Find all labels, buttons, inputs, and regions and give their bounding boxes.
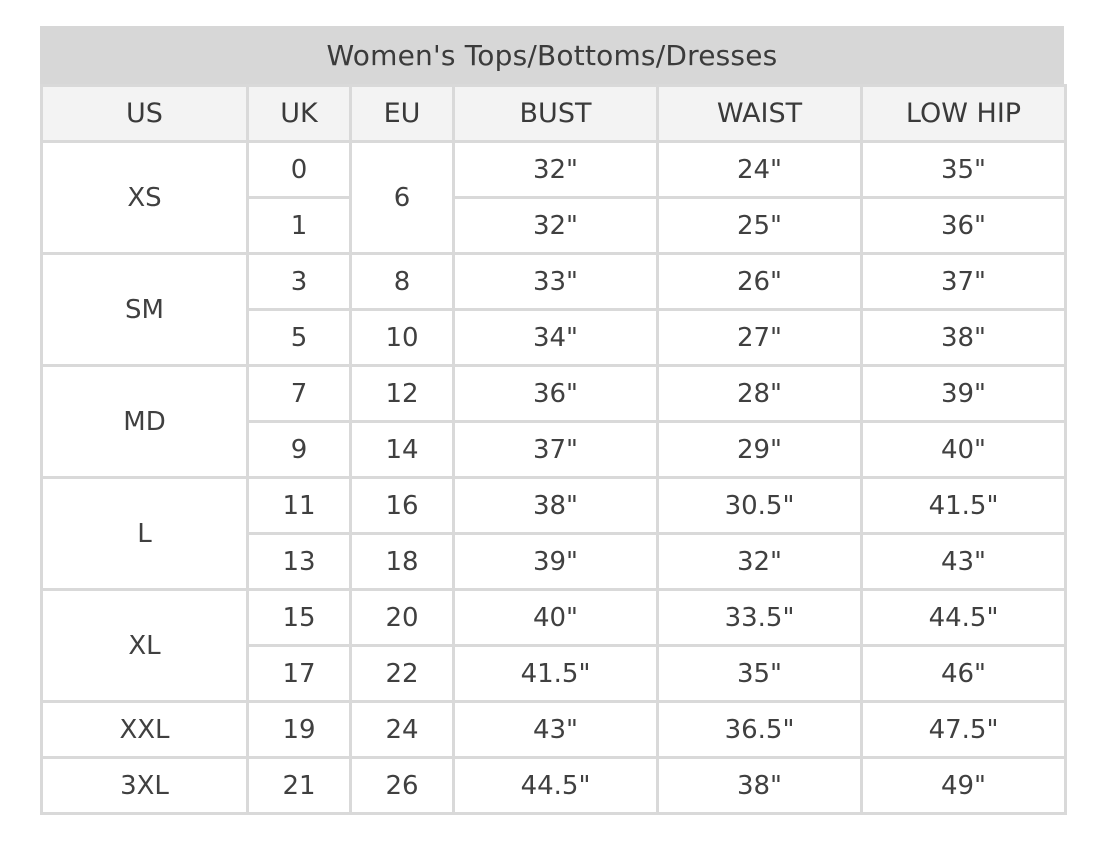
cell-low-hip: 35" (862, 142, 1066, 198)
cell-uk-size: 9 (248, 422, 351, 478)
cell-waist: 33.5" (658, 590, 862, 646)
cell-eu-size: 18 (351, 534, 454, 590)
cell-us-size: L (42, 478, 248, 590)
cell-low-hip: 37" (862, 254, 1066, 310)
cell-waist: 27" (658, 310, 862, 366)
cell-low-hip: 40" (862, 422, 1066, 478)
cell-uk-size: 0 (248, 142, 351, 198)
cell-uk-size: 5 (248, 310, 351, 366)
cell-bust: 40" (454, 590, 658, 646)
cell-low-hip: 49" (862, 758, 1066, 814)
cell-bust: 41.5" (454, 646, 658, 702)
cell-us-size: 3XL (42, 758, 248, 814)
header-row (42, 86, 1066, 142)
cell-low-hip: 38" (862, 310, 1066, 366)
cell-low-hip: 46" (862, 646, 1066, 702)
cell-low-hip: 43" (862, 534, 1066, 590)
cell-eu-size: 14 (351, 422, 454, 478)
cell-uk-size: 1 (248, 198, 351, 254)
table-row (42, 478, 1066, 534)
header-waist: WAIST (658, 86, 862, 142)
cell-low-hip: 41.5" (862, 478, 1066, 534)
cell-eu-size: 22 (351, 646, 454, 702)
cell-uk-size: 11 (248, 478, 351, 534)
table-row (42, 366, 1066, 422)
chart-title: Women's Tops/Bottoms/Dresses (40, 26, 1064, 84)
cell-eu-size: 20 (351, 590, 454, 646)
cell-bust: 44.5" (454, 758, 658, 814)
cell-bust: 38" (454, 478, 658, 534)
cell-eu-size: 16 (351, 478, 454, 534)
cell-eu-size: 8 (351, 254, 454, 310)
table-row (42, 702, 1066, 758)
cell-waist: 26" (658, 254, 862, 310)
cell-eu-size: 10 (351, 310, 454, 366)
cell-eu-size: 24 (351, 702, 454, 758)
cell-eu-size: 26 (351, 758, 454, 814)
cell-uk-size: 13 (248, 534, 351, 590)
cell-waist: 35" (658, 646, 862, 702)
cell-bust: 36" (454, 366, 658, 422)
cell-uk-size: 15 (248, 590, 351, 646)
cell-uk-size: 21 (248, 758, 351, 814)
cell-low-hip: 39" (862, 366, 1066, 422)
cell-low-hip: 47.5" (862, 702, 1066, 758)
size-table (40, 84, 1067, 815)
header-low-hip: LOW HIP (862, 86, 1066, 142)
cell-uk-size: 7 (248, 366, 351, 422)
cell-bust: 33" (454, 254, 658, 310)
header-us: US (42, 86, 248, 142)
cell-us-size: MD (42, 366, 248, 478)
cell-waist: 24" (658, 142, 862, 198)
header-bust: BUST (454, 86, 658, 142)
cell-uk-size: 3 (248, 254, 351, 310)
cell-low-hip: 44.5" (862, 590, 1066, 646)
cell-bust: 39" (454, 534, 658, 590)
cell-us-size: XS (42, 142, 248, 254)
cell-eu-size: 6 (351, 142, 454, 254)
cell-us-size: XXL (42, 702, 248, 758)
cell-bust: 37" (454, 422, 658, 478)
table-row (42, 254, 1066, 310)
cell-bust: 32" (454, 142, 658, 198)
cell-eu-size: 12 (351, 366, 454, 422)
header-eu: EU (351, 86, 454, 142)
size-chart (40, 26, 1064, 815)
cell-uk-size: 19 (248, 702, 351, 758)
header-uk: UK (248, 86, 351, 142)
table-row (42, 758, 1066, 814)
cell-waist: 32" (658, 534, 862, 590)
cell-waist: 25" (658, 198, 862, 254)
cell-uk-size: 17 (248, 646, 351, 702)
cell-low-hip: 36" (862, 198, 1066, 254)
cell-bust: 34" (454, 310, 658, 366)
cell-waist: 29" (658, 422, 862, 478)
cell-bust: 43" (454, 702, 658, 758)
cell-waist: 36.5" (658, 702, 862, 758)
cell-us-size: XL (42, 590, 248, 702)
table-row (42, 590, 1066, 646)
cell-bust: 32" (454, 198, 658, 254)
cell-us-size: SM (42, 254, 248, 366)
cell-waist: 28" (658, 366, 862, 422)
table-row (42, 142, 1066, 198)
cell-waist: 38" (658, 758, 862, 814)
cell-waist: 30.5" (658, 478, 862, 534)
